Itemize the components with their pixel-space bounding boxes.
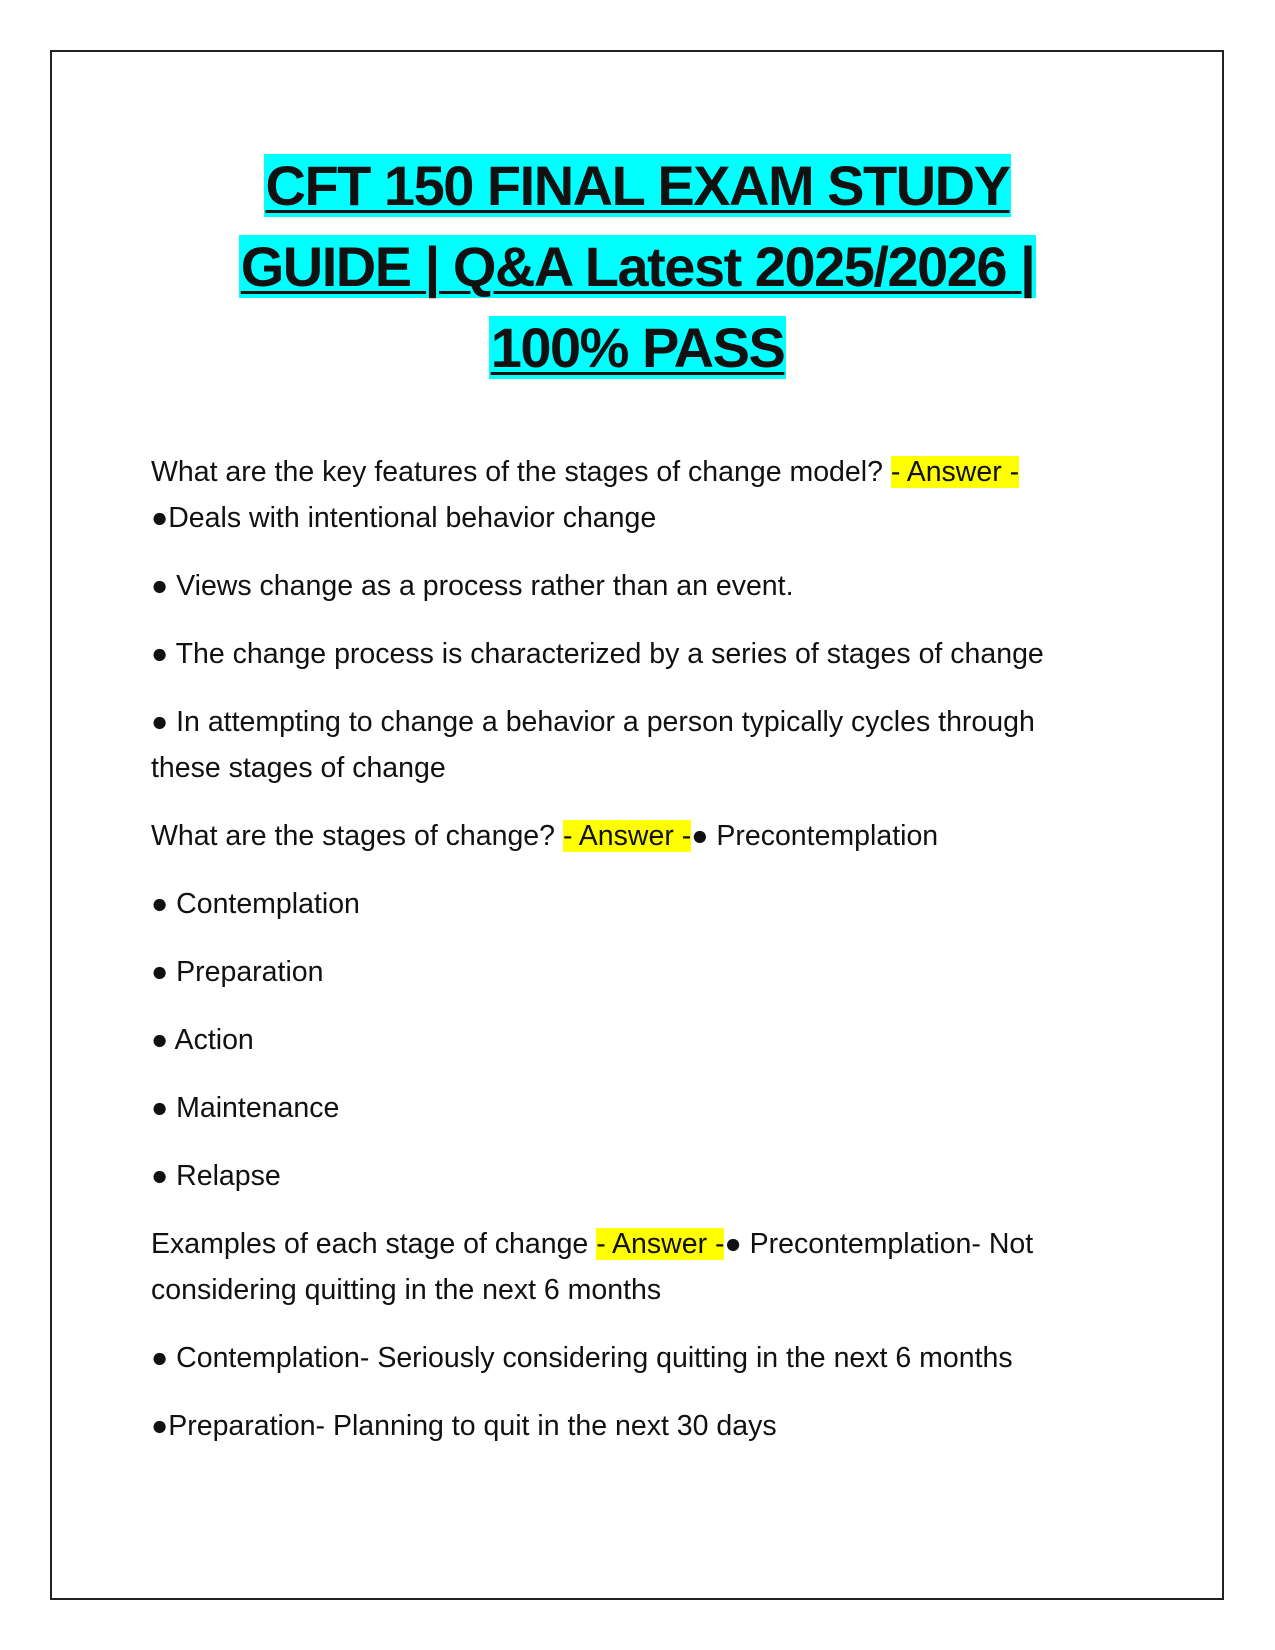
question-text: What are the key features of the stages of change model? bbox=[151, 456, 891, 488]
title-highlight: CFT 150 FINAL EXAM STUDY bbox=[265, 154, 1010, 217]
bullet-item: ● In attempting to change a behavior a person typically cycles through these stages of change bbox=[151, 706, 1035, 784]
answer-marker: - Answer - bbox=[596, 1228, 725, 1260]
bullet-item: ● Views change as a process rather than an event. bbox=[151, 570, 794, 602]
bullet-item: ●Preparation- Planning to quit in the next 30 days bbox=[151, 1410, 777, 1442]
title-highlight: 100% PASS bbox=[490, 316, 785, 379]
bullet-item: ● The change process is characterized by a series of stages of change bbox=[151, 638, 1044, 670]
title-line-1 bbox=[100, 145, 1175, 226]
bullet-item: ● Contemplation bbox=[151, 888, 360, 920]
question-text: Examples of each stage of change bbox=[151, 1228, 597, 1260]
title-line-3 bbox=[100, 307, 1175, 388]
answer-marker: - Answer - bbox=[890, 456, 1020, 488]
bullet-item: ● Relapse bbox=[151, 1160, 281, 1192]
document-body bbox=[151, 449, 1111, 1471]
qa-block-stages bbox=[151, 813, 1111, 859]
bullet-item: ● Action bbox=[151, 1024, 254, 1056]
answer-marker: - Answer - bbox=[562, 820, 692, 852]
qa-block-examples bbox=[151, 1221, 1111, 1313]
bullet-item: ● Contemplation- Seriously considering quitting in the next 6 months bbox=[151, 1342, 1013, 1374]
document-title bbox=[100, 145, 1175, 388]
question-text: What are the stages of change? bbox=[151, 820, 563, 852]
answer-text: ● Precontemplation- Not considering quitting in the next 6 months bbox=[151, 1228, 1034, 1306]
bullet-item: ● Preparation bbox=[151, 956, 324, 988]
qa-block-key-features bbox=[151, 449, 1111, 541]
answer-text: ●Deals with intentional behavior change bbox=[151, 502, 657, 534]
title-highlight: GUIDE | Q&A Latest 2025/2026 | bbox=[240, 235, 1035, 298]
bullet-item: ● Maintenance bbox=[151, 1092, 340, 1124]
title-line-2 bbox=[100, 226, 1175, 307]
answer-text: ● Precontemplation bbox=[691, 820, 939, 852]
